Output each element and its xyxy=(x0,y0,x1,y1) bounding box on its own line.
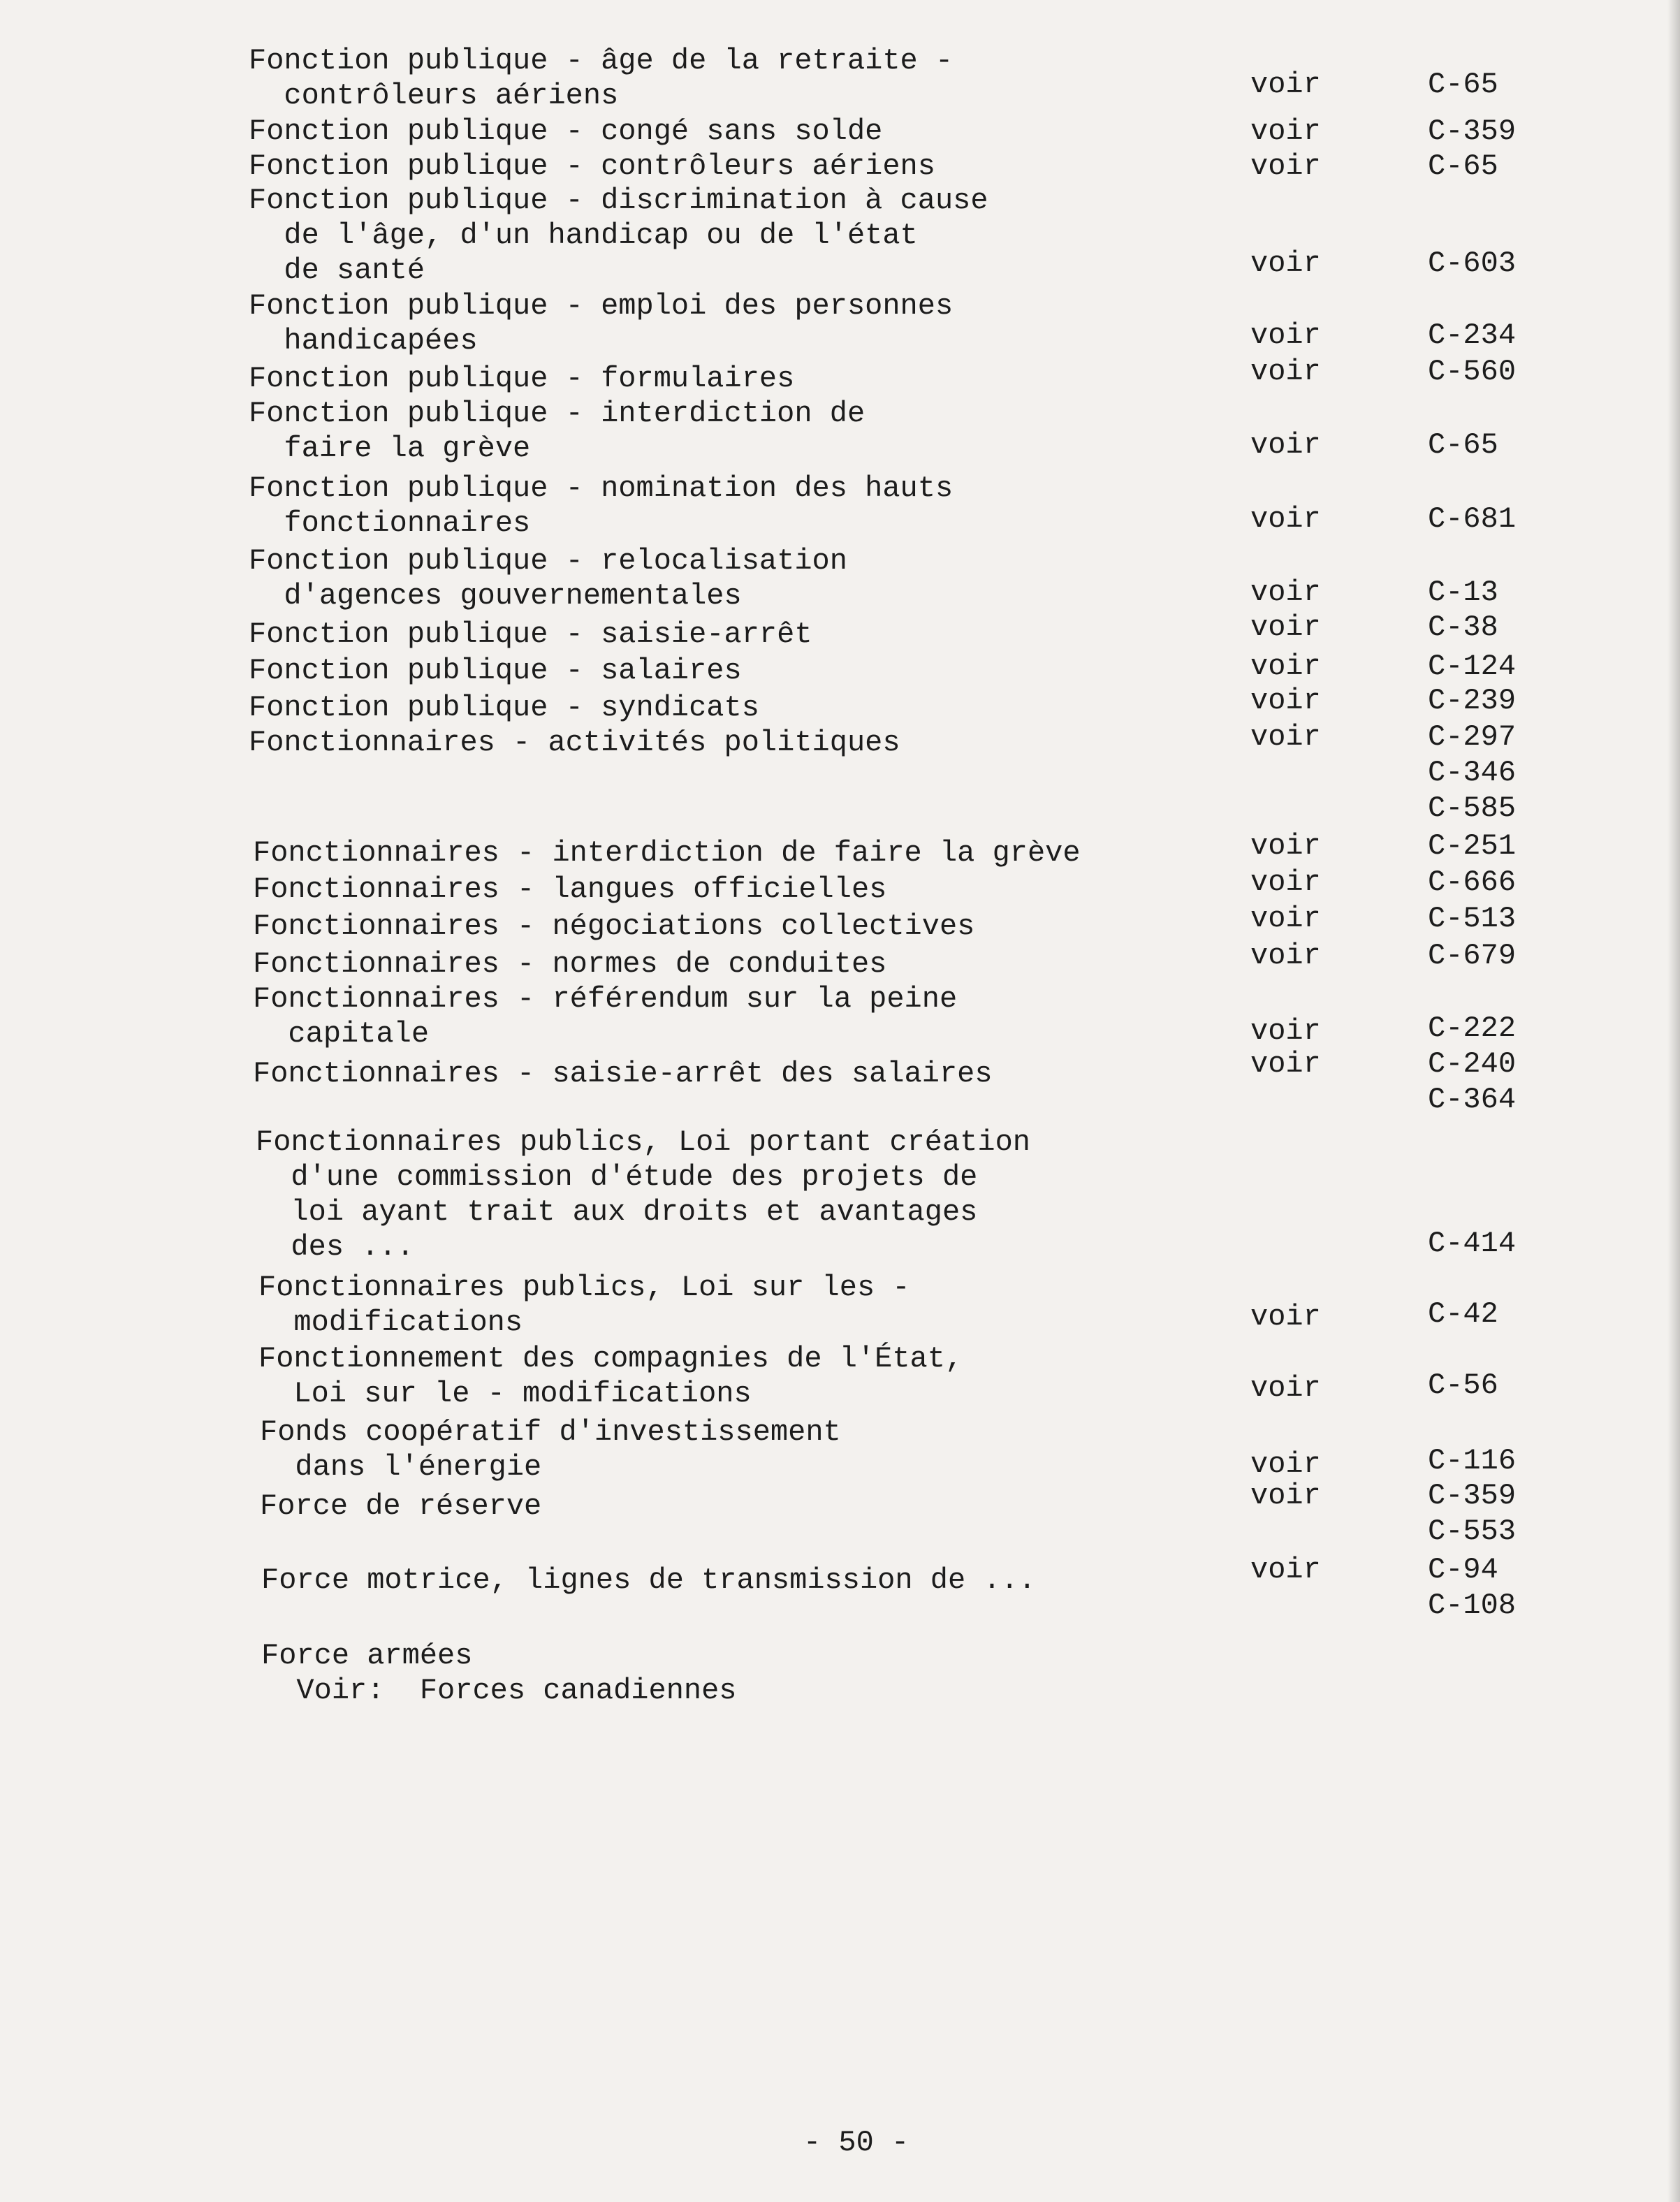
entry-voir-label: voir xyxy=(1250,650,1321,683)
entry-bill-reference: C-239 xyxy=(1428,684,1517,717)
entry-term-line: Fonction publique - discrimination à cause xyxy=(249,184,988,217)
entry-bill-reference: C-13 xyxy=(1428,576,1498,609)
entry-bill-reference: C-513 xyxy=(1428,902,1517,935)
entry-term-line: Fonctionnaires - référendum sur la peine xyxy=(253,982,958,1016)
entry-bill-reference: C-297 xyxy=(1428,720,1517,754)
entry-voir-label: voir xyxy=(1250,1014,1321,1048)
entry-voir-label: voir xyxy=(1250,1371,1321,1405)
entry-voir-label: voir xyxy=(1250,829,1321,863)
entry-bill-reference: C-94 xyxy=(1428,1553,1498,1587)
entry-term-line: des ... xyxy=(256,1230,414,1264)
entry-voir-label: voir xyxy=(1250,502,1321,536)
entry-term-line: Fonctionnaires publics, Loi portant création xyxy=(256,1125,1030,1159)
entry-term-line: dans l'énergie xyxy=(260,1450,542,1484)
entry-bill-reference: C-124 xyxy=(1428,650,1517,683)
entry-term-line: de l'âge, d'un handicap ou de l'état xyxy=(249,219,918,252)
entry-voir-label: voir xyxy=(1250,1448,1321,1481)
entry-voir-label: voir xyxy=(1250,939,1321,972)
entry-term-line: Force de réserve xyxy=(260,1489,542,1523)
entry-bill-reference: C-42 xyxy=(1428,1297,1498,1331)
entry-voir-label: voir xyxy=(1250,150,1321,183)
entry-term-line: Fonctionnaires - langues officielles xyxy=(253,873,887,906)
entry-term-line: fonctionnaires xyxy=(249,506,531,540)
entry-bill-reference: C-679 xyxy=(1428,939,1517,972)
entry-voir-label: voir xyxy=(1250,684,1321,717)
entry-term-line: Fonction publique - relocalisation xyxy=(249,544,847,578)
entry-bill-reference: C-364 xyxy=(1428,1083,1517,1116)
entry-bill-reference: C-65 xyxy=(1428,428,1498,462)
entry-bill-reference: C-603 xyxy=(1428,247,1517,280)
entry-term-line: Voir: Forces canadiennes xyxy=(261,1674,737,1707)
entry-bill-reference: C-56 xyxy=(1428,1369,1498,1402)
entry-bill-reference: C-222 xyxy=(1428,1012,1517,1045)
entry-voir-label: voir xyxy=(1250,576,1321,609)
entry-voir-label: voir xyxy=(1250,1553,1321,1587)
entry-bill-reference: C-234 xyxy=(1428,319,1517,352)
entry-term-line: loi ayant trait aux droits et avantages xyxy=(256,1195,978,1229)
entry-bill-reference: C-553 xyxy=(1428,1515,1517,1548)
entry-term-line: Loi sur le - modifications xyxy=(258,1377,752,1410)
entry-voir-label: voir xyxy=(1250,1479,1321,1512)
entry-bill-reference: C-346 xyxy=(1428,756,1517,789)
entry-term-line: Fonction publique - syndicats xyxy=(249,691,759,724)
entry-voir-label: voir xyxy=(1250,1300,1321,1334)
entry-voir-label: voir xyxy=(1250,611,1321,644)
entry-term-line: Fonds coopératif d'investissement xyxy=(260,1415,841,1449)
entry-term-line: Fonction publique - âge de la retraite - xyxy=(249,44,954,78)
entry-term-line: d'agences gouvernementales xyxy=(249,579,742,613)
entry-bill-reference: C-681 xyxy=(1428,502,1517,536)
entry-bill-reference: C-359 xyxy=(1428,115,1517,148)
entry-term-line: modifications xyxy=(258,1306,523,1339)
entry-term-line: Fonction publique - interdiction de xyxy=(249,397,865,430)
entry-term-line: contrôleurs aériens xyxy=(249,79,619,112)
entry-term-line: Fonction publique - contrôleurs aériens xyxy=(249,150,935,183)
entry-term-line: Fonctionnaires - normes de conduites xyxy=(253,947,887,981)
entry-bill-reference: C-414 xyxy=(1428,1227,1517,1260)
entry-bill-reference: C-251 xyxy=(1428,829,1517,863)
entry-bill-reference: C-585 xyxy=(1428,792,1517,825)
entry-term-line: Force armées xyxy=(261,1639,473,1672)
entry-term-line: de santé xyxy=(249,254,425,287)
entry-voir-label: voir xyxy=(1250,319,1321,352)
page-number: - 50 - xyxy=(803,2126,910,2159)
entry-bill-reference: C-116 xyxy=(1428,1444,1517,1478)
entry-term-line: Fonctionnaires - saisie-arrêt des salaires xyxy=(253,1057,993,1091)
page-edge-shadow xyxy=(1667,0,1680,2202)
entry-term-line: handicapées xyxy=(249,324,478,358)
entry-term-line: Fonctionnaires - activités politiques xyxy=(249,726,900,759)
entry-voir-label: voir xyxy=(1250,355,1321,388)
entry-term-line: Fonction publique - nomination des hauts xyxy=(249,472,954,505)
entry-bill-reference: C-359 xyxy=(1428,1479,1517,1512)
entry-voir-label: voir xyxy=(1250,115,1321,148)
entry-term-line: Fonction publique - saisie-arrêt xyxy=(249,618,812,651)
entry-voir-label: voir xyxy=(1250,902,1321,935)
entry-voir-label: voir xyxy=(1250,428,1321,462)
entry-term-line: Force motrice, lignes de transmission de ... xyxy=(261,1563,1036,1597)
entry-voir-label: voir xyxy=(1250,720,1321,754)
entry-term-line: Fonction publique - emploi des personnes xyxy=(249,289,954,323)
entry-term-line: faire la grève xyxy=(249,432,531,465)
entry-voir-label: voir xyxy=(1250,68,1321,101)
entry-bill-reference: C-666 xyxy=(1428,866,1517,899)
entry-bill-reference: C-65 xyxy=(1428,68,1498,101)
entry-term-line: Fonction publique - formulaires xyxy=(249,362,795,395)
entry-voir-label: voir xyxy=(1250,1047,1321,1081)
entry-bill-reference: C-65 xyxy=(1428,150,1498,183)
entry-bill-reference: C-560 xyxy=(1428,355,1517,388)
entry-term-line: Fonctionnaires - interdiction de faire la grève xyxy=(253,836,1081,870)
entry-term-line: Fonction publique - congé sans solde xyxy=(249,115,883,148)
entry-term-line: capitale xyxy=(253,1017,430,1051)
entry-bill-reference: C-108 xyxy=(1428,1589,1517,1622)
entry-term-line: Fonction publique - salaires xyxy=(249,654,742,687)
entry-bill-reference: C-240 xyxy=(1428,1047,1517,1081)
entry-voir-label: voir xyxy=(1250,866,1321,899)
entry-bill-reference: C-38 xyxy=(1428,611,1498,644)
entry-term-line: Fonctionnement des compagnies de l'État, xyxy=(258,1342,963,1376)
entry-term-line: Fonctionnaires publics, Loi sur les - xyxy=(258,1271,910,1304)
entry-term-line: d'une commission d'étude des projets de xyxy=(256,1160,978,1194)
entry-voir-label: voir xyxy=(1250,247,1321,280)
entry-term-line: Fonctionnaires - négociations collectives xyxy=(253,910,975,943)
